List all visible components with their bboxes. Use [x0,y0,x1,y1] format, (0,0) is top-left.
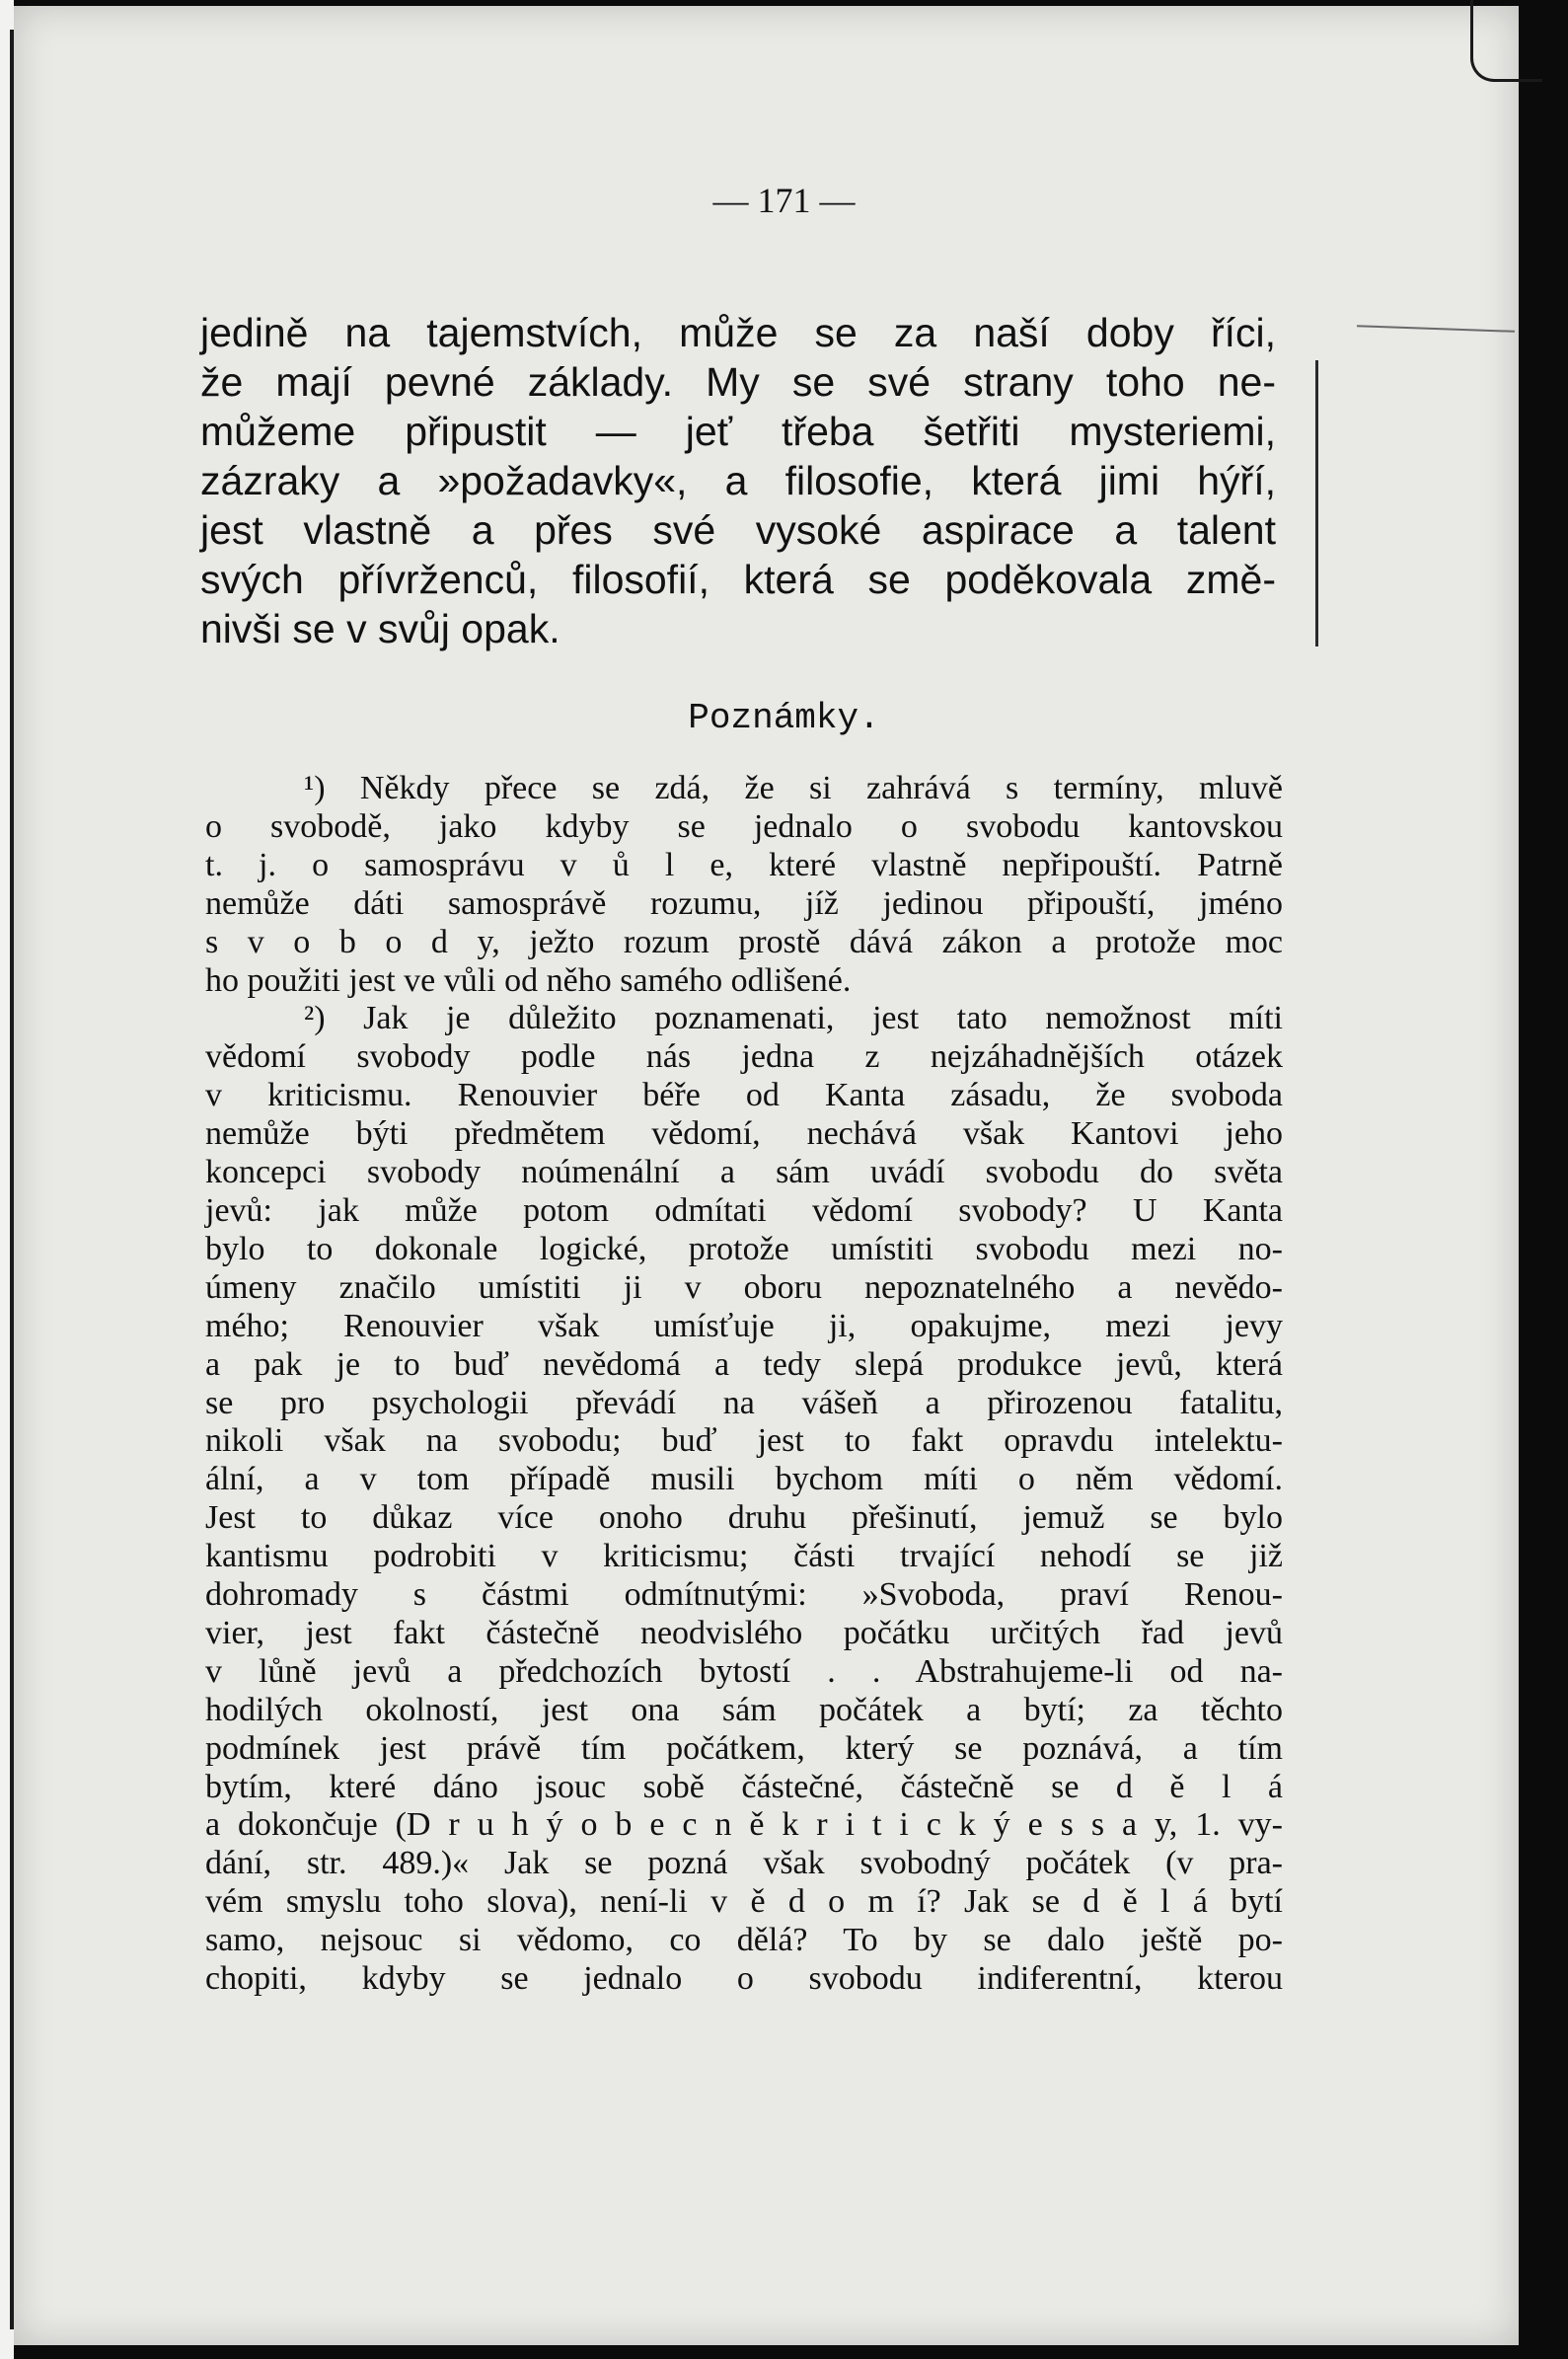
note-line: koncepci svobody noúmenální a sám uvádí svobodu do světa [205,1154,1283,1191]
note-line: s v o b o d y, ježto rozum prostě dává zákon a protože moc [205,923,1283,960]
note-line: podmínek jest právě tím počátkem, který se poznává, a tím [205,1729,1283,1767]
text-line: můžeme připustit — jeť třeba šetřiti mysteriemi, [200,409,1276,454]
footnotes [205,770,1283,1999]
note-line: ²) Jak je důležito poznamenati, jest tato nemožnost míti [304,1000,1283,1037]
note-line: bylo to dokonale logické, protože umístiti svobodu mezi no- [205,1230,1283,1267]
note-line: jevů: jak může potom odmítati vědomí svobody? U Kanta [205,1191,1283,1229]
note-line: ho použiti jest ve vůli od něho samého odlišené. [205,961,852,999]
note-line: o svobodě, jako kdyby se jednalo o svobodu kantovskou [205,807,1283,845]
page-corner-curl [1470,0,1542,82]
text-line: jedině na tajemstvích, může se za naší doby říci, [200,310,1276,355]
note-line: vier, jest fakt částečně neodvislého počátku určitých řad jevů [205,1614,1283,1651]
main-paragraph [200,308,1276,653]
note-line: ální, a v tom případě musili bychom míti o něm vědomí. [205,1461,1283,1498]
note-line: dohromady s částmi odmítnutými: »Svoboda, praví Renou- [205,1576,1283,1614]
page-number: — 171 — [712,181,856,220]
notes-heading: Poznámky. [688,698,880,738]
note-line: nemůže dáti samosprávě rozumu, jíž jedinou připouští, jméno [205,884,1283,922]
note-line: nemůže býti předmětem vědomí, nechává však Kantovi jeho [205,1115,1283,1153]
note-line: hodilých okolností, jest ona sám počátek a bytí; za těchto [205,1691,1283,1728]
note-line: v kriticismu. Renouvier béře od Kanta zásadu, že svoboda [205,1077,1283,1114]
note-line: vém smyslu toho slova), není-li v ě d o m í? Jak se d ě l á bytí [205,1883,1283,1921]
note-line: vědomí svobody podle nás jedna z nejzáhadnějších otázek [205,1038,1283,1076]
text-line: že mají pevné základy. My se své strany toho ne- [200,359,1276,405]
note-line: a dokončuje (D r u h ý o b e c n ě k r i t i c k ý e s s a y, 1. vy- [205,1806,1283,1844]
text-line: jest vlastně a přes své vysoké aspirace a talent [200,507,1276,553]
note-line: ¹) Někdy přece se zdá, že si zahrává s termíny, mluvě [304,770,1283,806]
binding-edge-line [10,30,14,2329]
note-line: v lůně jevů a předchozích bytostí . . Abstrahujeme-li od na- [205,1652,1283,1690]
note-line: chopiti, kdyby se jednalo o svobodu indiferentní, kterou [205,1960,1283,1998]
note-line: samo, nejsouc si vědomo, co dělá? To by se dalo ještě po- [205,1922,1283,1959]
note-line: mého; Renouvier však umísťuje ji, opakujme, mezi jevy [205,1307,1283,1344]
note-line: Jest to důkaz více onoho druhu přešinutí, jemuž se bylo [205,1499,1283,1537]
note-line: úmeny značilo umístiti ji v oboru nepoznatelného a nevědo- [205,1268,1283,1306]
note-line: kantismu podrobiti v kriticismu; části trvající nehodí se již [205,1538,1283,1575]
text-line: zázraky a »požadavky«, a filosofie, která jimi hýří, [200,458,1276,503]
note-line: a pak je to buď nevědomá a tedy slepá produkce jevů, která [205,1345,1283,1383]
text-line: svých přívrženců, filosofií, která se poděkovala změ- [200,557,1276,602]
text-line: nivši se v svůj opak. [200,606,560,651]
note-line: bytím, které dáno jsouc sobě částečné, částečně se d ě l á [205,1768,1283,1805]
note-line: nikoli však na svobodu; buď jest to fakt opravdu intelektu- [205,1422,1283,1460]
margin-bracket-mark [1315,360,1318,647]
note-line: dání, str. 489.)« Jak se pozná však svobodný počátek (v pra- [205,1845,1283,1882]
note-line: se pro psychologii převádí na vášeň a přirozenou fatalitu, [205,1384,1283,1421]
note-line: t. j. o samosprávu v ů l e, které vlastně nepřipouští. Patrně [205,846,1283,883]
